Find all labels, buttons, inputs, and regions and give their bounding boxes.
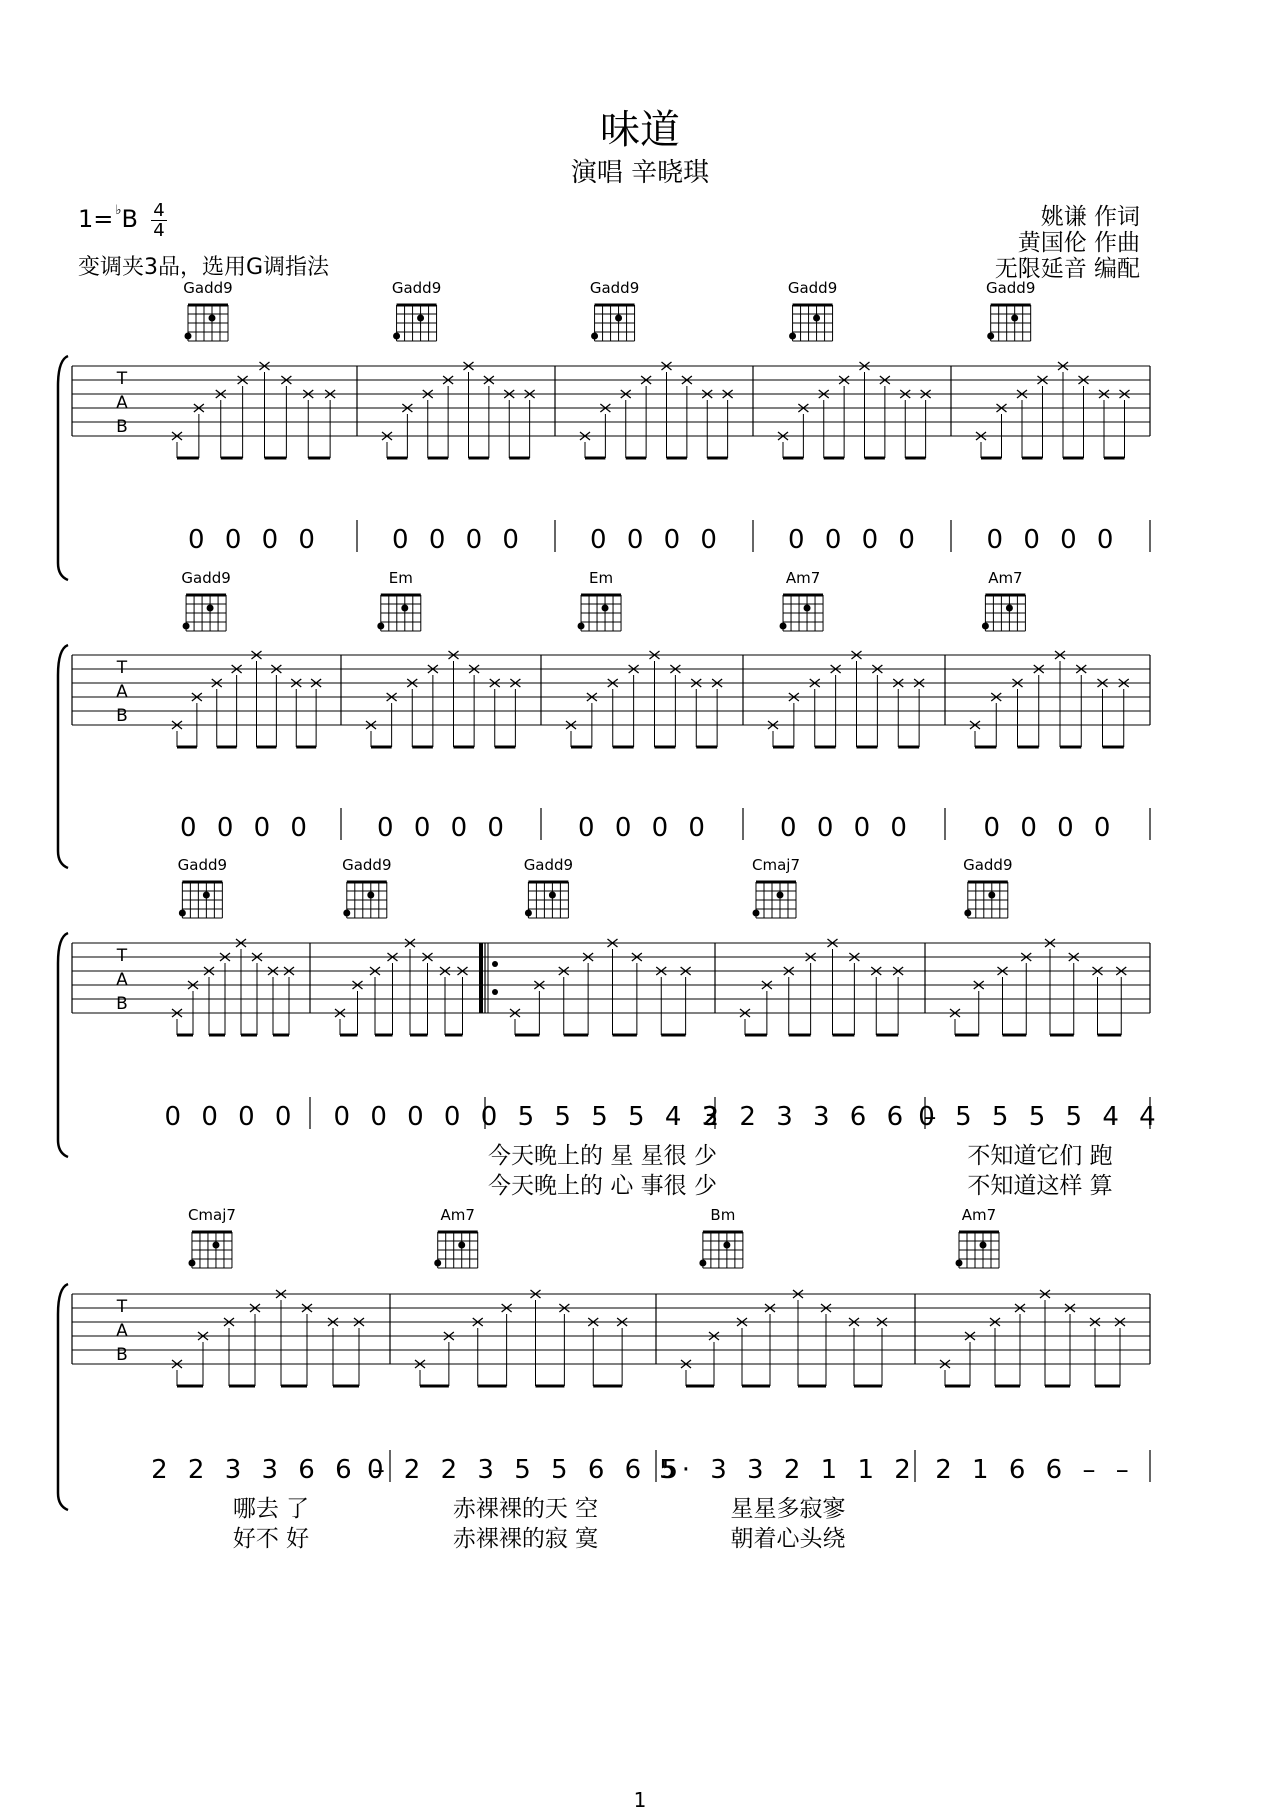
finger-dot	[591, 333, 598, 340]
finger-dot	[988, 892, 995, 899]
finger-dot	[525, 910, 532, 917]
song-title: 味道	[600, 107, 680, 153]
tab-clef-T: T	[116, 658, 128, 678]
jianpu-notation: 0 0 0 0	[164, 1102, 298, 1132]
chord-diagram	[524, 856, 573, 918]
chord-diagram	[377, 569, 421, 631]
system-brace	[58, 1284, 68, 1510]
key-flat: ♭	[115, 203, 122, 218]
chord-name: Gadd9	[391, 279, 442, 297]
chord-name: Am7	[440, 1206, 475, 1224]
finger-dot	[185, 333, 192, 340]
finger-dot	[964, 910, 971, 917]
lyric-line: 哪去 了	[232, 1496, 310, 1522]
system-brace	[58, 933, 68, 1157]
finger-dot	[804, 605, 811, 612]
chord-name: Cmaj7	[752, 856, 800, 874]
finger-dot	[813, 315, 820, 322]
finger-dot	[188, 1260, 195, 1267]
finger-dot	[699, 1260, 706, 1267]
jianpu-notation: 2 1 6 6 – –	[935, 1455, 1135, 1485]
chord-name: Gadd9	[985, 279, 1036, 297]
chord-name: Am7	[988, 569, 1023, 587]
jianpu-notation: 0 0 0 0	[788, 525, 921, 555]
time-bottom: 4	[153, 220, 165, 241]
chord-diagram	[956, 1206, 1000, 1268]
repeat-dot	[492, 961, 498, 967]
lyric-line: 赤裸裸的天 空	[452, 1496, 599, 1522]
finger-dot	[343, 910, 350, 917]
finger-dot	[209, 315, 216, 322]
finger-dot	[777, 892, 784, 899]
jianpu-notation: 0 0 0 0	[392, 525, 525, 555]
lyric-line: 不知道它们 跑	[967, 1143, 1113, 1169]
jianpu-notation: 0 0 0 0	[578, 813, 711, 843]
lyric-line: 星星多寂寥	[730, 1496, 846, 1522]
tab-clef-B: B	[116, 417, 128, 437]
lyric-line: 今天晚上的 星 星很 少	[488, 1143, 717, 1169]
arranger-credit: 无限延音 编配	[994, 256, 1140, 282]
finger-dot	[207, 605, 214, 612]
finger-dot	[179, 910, 186, 917]
finger-dot	[417, 315, 424, 322]
chord-diagram	[788, 279, 837, 341]
key-note: B	[121, 205, 138, 233]
chord-name: Gadd9	[177, 856, 228, 874]
finger-dot	[393, 333, 400, 340]
chord-diagram	[590, 279, 639, 341]
finger-dot	[578, 623, 585, 630]
finger-dot	[956, 1260, 963, 1267]
chord-diagram	[183, 279, 232, 341]
chord-diagram	[434, 1206, 478, 1268]
finger-dot	[987, 333, 994, 340]
jianpu-notation: 0 2 2 3 5 5 6 6 5	[367, 1455, 684, 1485]
chord-name: Gadd9	[787, 279, 838, 297]
chord-diagram	[699, 1206, 743, 1268]
jianpu-notation: 2 2 3 3 6 6 –	[151, 1455, 391, 1485]
finger-dot	[1006, 605, 1013, 612]
chord-diagram	[178, 856, 227, 918]
singer-line: 演唱 辛晓琪	[570, 158, 710, 188]
chord-diagram	[986, 279, 1035, 341]
chord-name: Gadd9	[342, 856, 392, 874]
finger-dot	[982, 623, 989, 630]
chord-name: Em	[388, 569, 413, 587]
system-4	[58, 1206, 1150, 1552]
jianpu-notation: 0 0 0 0	[188, 525, 321, 555]
chord-name: Gadd9	[181, 569, 231, 587]
finger-dot	[458, 1242, 465, 1249]
chord-name: Gadd9	[589, 279, 640, 297]
composer-credit: 黄国伦 作曲	[1017, 230, 1140, 256]
chord-name: Am7	[961, 1206, 997, 1224]
lyric-line: 不知道这样 算	[967, 1173, 1113, 1199]
system-3	[58, 856, 1162, 1199]
chord-name: Gadd9	[523, 856, 574, 874]
jianpu-notation: 0 0 0 0	[780, 813, 913, 843]
time-top: 4	[153, 200, 165, 221]
chord-diagram	[780, 569, 824, 631]
finger-dot	[615, 315, 622, 322]
jianpu-notation: 0 0 0 0	[180, 813, 313, 843]
jianpu-notation: 0 5 5 5 5 4 4	[918, 1102, 1162, 1132]
chord-name: Am7	[785, 569, 821, 587]
finger-dot	[723, 1242, 730, 1249]
finger-dot	[789, 333, 796, 340]
tab-clef-A: A	[116, 682, 128, 702]
lyric-line: 好不 好	[232, 1526, 310, 1552]
chord-name: Em	[588, 569, 614, 587]
finger-dot	[602, 605, 609, 612]
key-prefix: 1=	[78, 205, 114, 233]
finger-dot	[212, 1242, 219, 1249]
tab-clef-T: T	[116, 1297, 128, 1317]
system-brace	[58, 645, 68, 868]
finger-dot	[367, 892, 374, 899]
finger-dot	[753, 910, 760, 917]
lyric-line: 今天晚上的 心 事很 少	[488, 1173, 717, 1199]
tab-clef-A: A	[116, 393, 128, 413]
chord-diagram	[752, 856, 800, 918]
lyric-line: 赤裸裸的寂 寞	[452, 1526, 599, 1552]
lyricist-credit: 姚谦 作词	[1040, 204, 1140, 230]
finger-dot	[980, 1242, 987, 1249]
chord-name: Cmaj7	[187, 1206, 236, 1224]
jianpu-notation: 2 2 3 3 6 6 –	[702, 1102, 943, 1132]
lyric-line: 朝着心头绕	[730, 1526, 846, 1552]
system-brace	[58, 356, 68, 580]
finger-dot	[401, 605, 408, 612]
chord-diagram	[188, 1206, 236, 1268]
chord-diagram	[982, 569, 1026, 631]
jianpu-notation: 0 0 0 0	[377, 813, 510, 843]
finger-dot	[780, 623, 787, 630]
jianpu-notation: 0 0 0 0	[590, 525, 723, 555]
chord-diagram	[963, 856, 1012, 918]
tab-clef-T: T	[116, 369, 128, 389]
page-number: 1	[633, 1788, 647, 1812]
jianpu-notation: 0 0 0 0	[983, 813, 1117, 843]
chord-name: Gadd9	[963, 856, 1013, 874]
repeat-dot	[492, 989, 498, 995]
tab-clef-B: B	[116, 994, 128, 1014]
tab-clef-T: T	[116, 946, 128, 966]
jianpu-notation: 5· 3 3 2 1 1 2	[659, 1455, 917, 1485]
system-2	[58, 569, 1150, 868]
chord-diagram	[392, 279, 441, 341]
tab-clef-B: B	[116, 706, 128, 726]
finger-dot	[434, 1260, 441, 1267]
tab-clef-A: A	[116, 970, 128, 990]
jianpu-notation: 0 5 5 5 5 4 3	[480, 1102, 725, 1132]
chord-name: Gadd9	[183, 279, 233, 297]
chord-diagram	[342, 856, 391, 918]
finger-dot	[183, 623, 190, 630]
tab-clef-A: A	[116, 1321, 128, 1341]
jianpu-notation: 0 0 0 0	[986, 525, 1120, 555]
finger-dot	[203, 892, 210, 899]
capo-note: 变调夹3品，选用G调指法	[78, 255, 330, 280]
chord-diagram	[578, 569, 622, 631]
finger-dot	[1011, 315, 1018, 322]
finger-dot	[377, 623, 384, 630]
chord-diagram	[181, 569, 230, 631]
chord-name: Bm	[710, 1206, 736, 1224]
jianpu-notation: 0 0 0 0	[333, 1102, 467, 1132]
finger-dot	[549, 892, 556, 899]
tab-clef-B: B	[116, 1345, 128, 1365]
system-1	[58, 279, 1150, 580]
